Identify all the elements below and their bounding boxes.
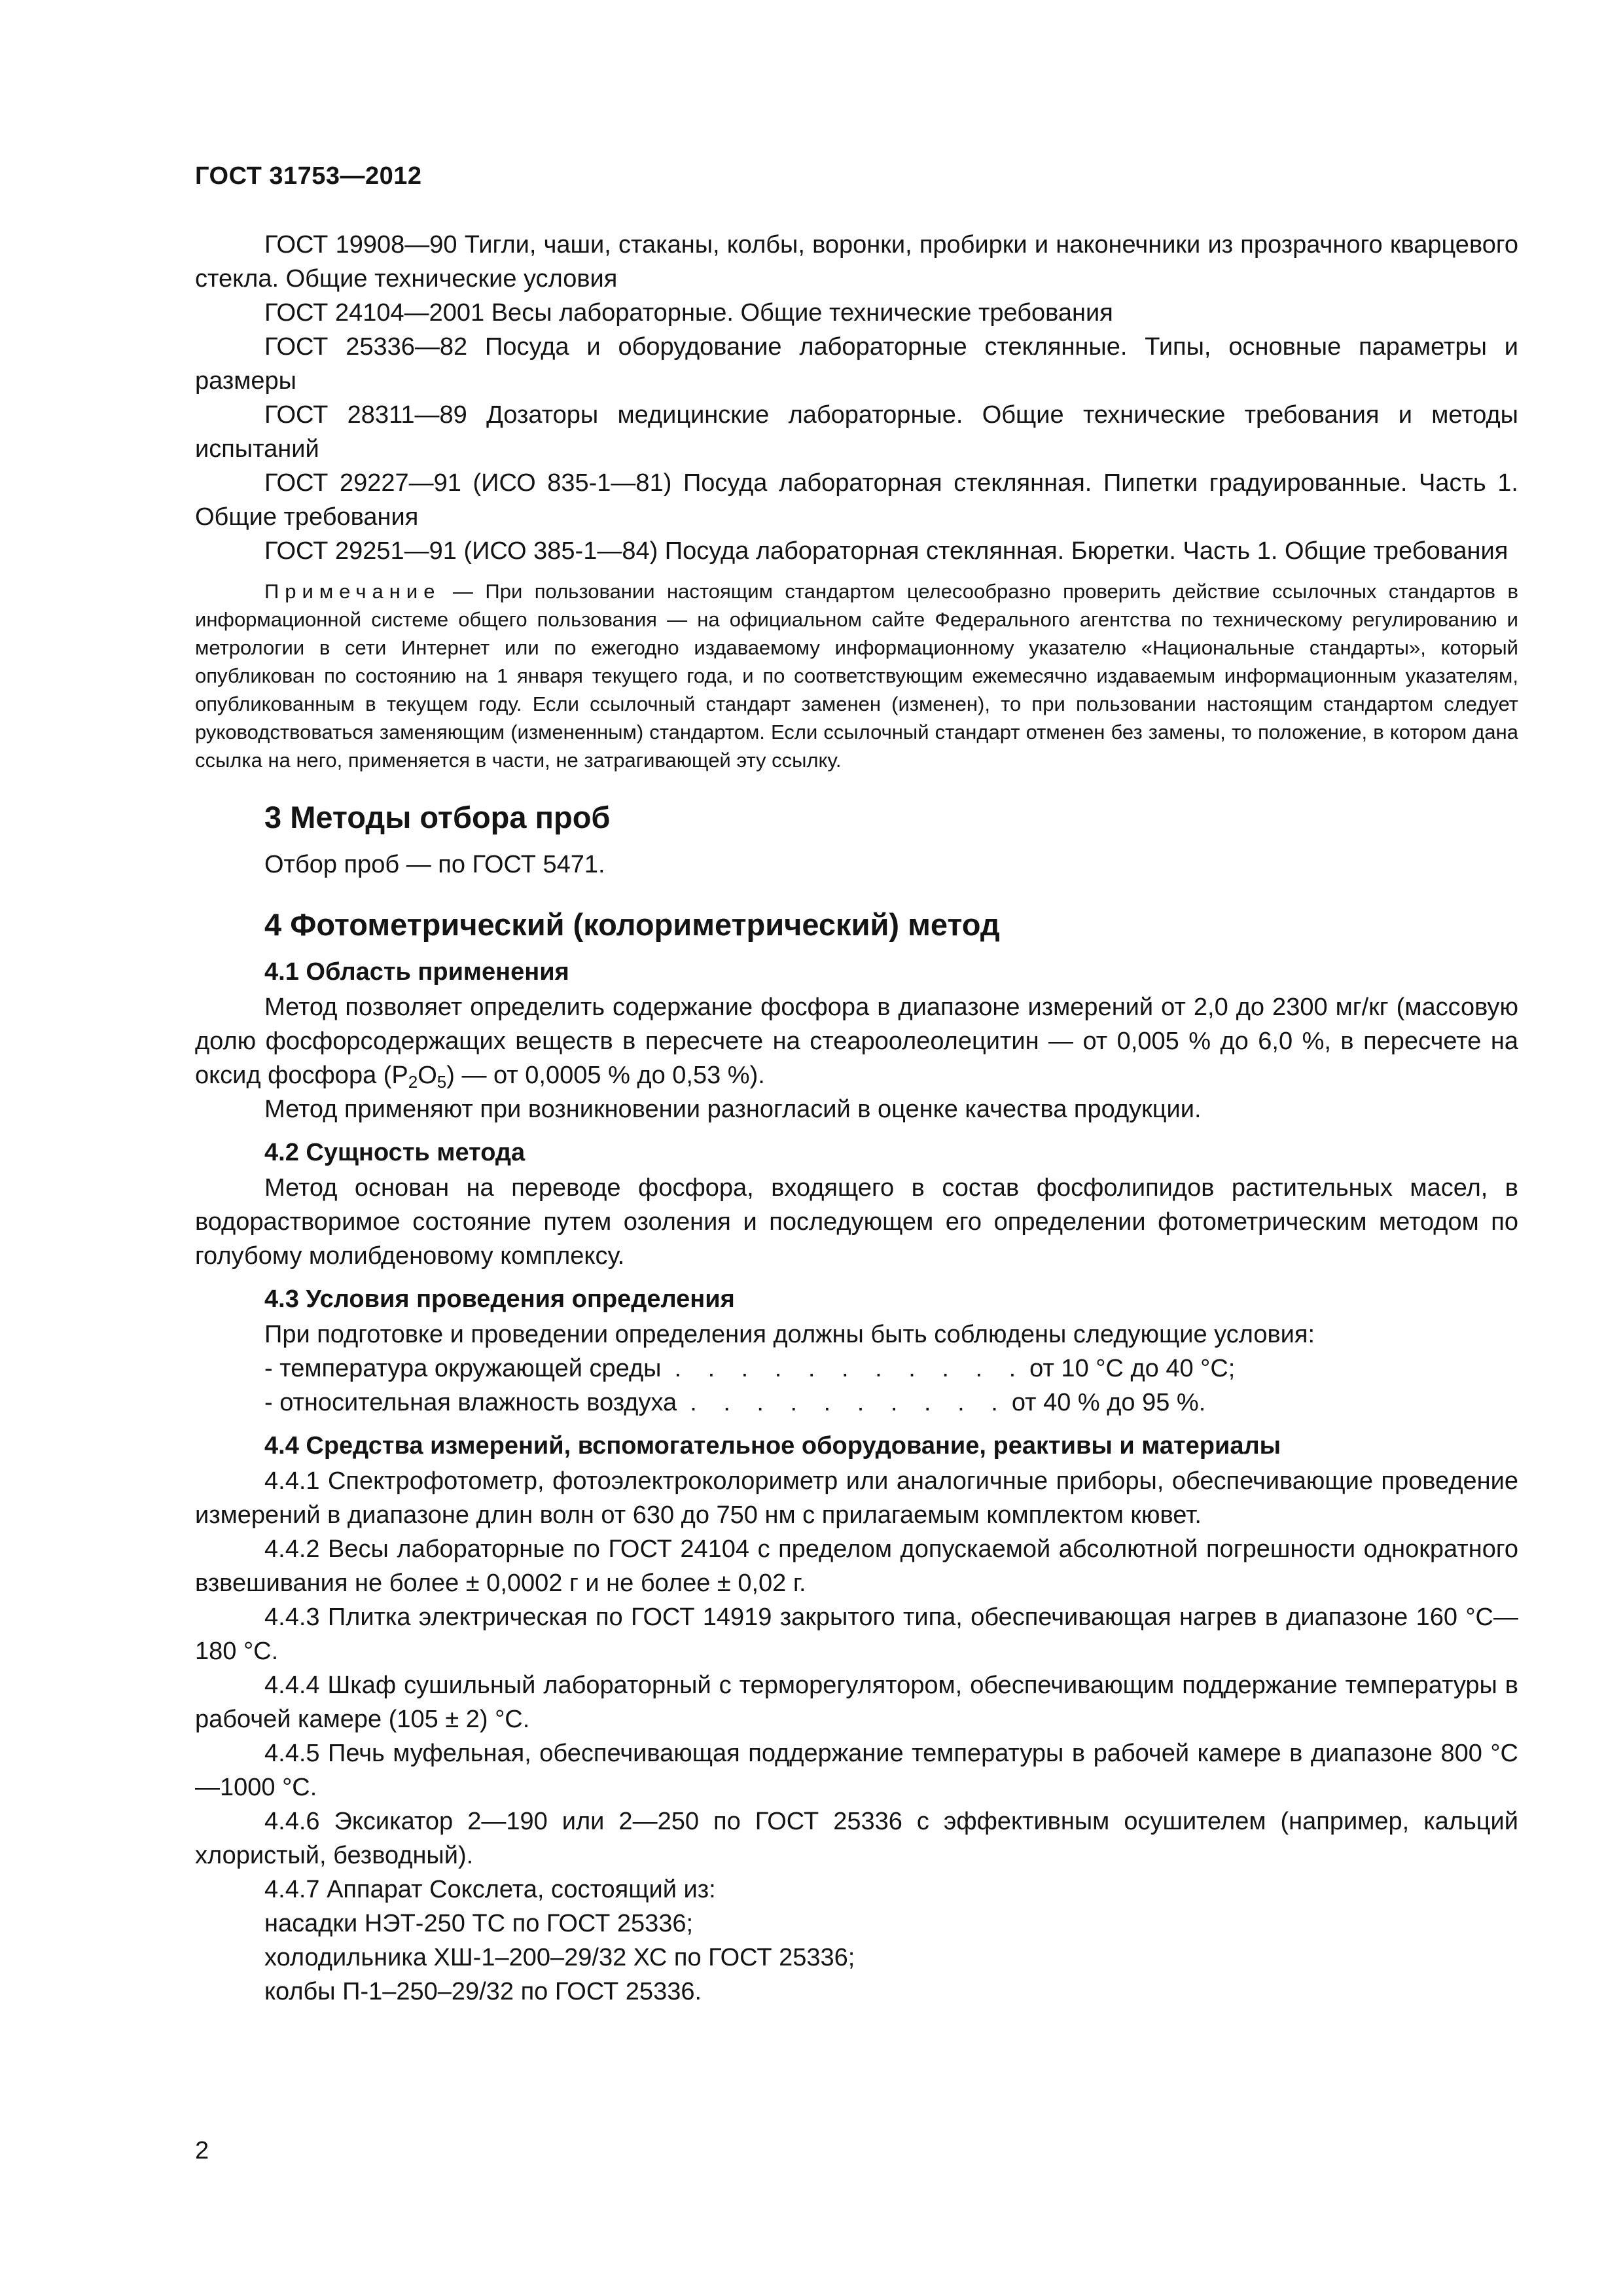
note-text: — При пользовании настоящим стандартом целесообразно проверить действие ссылочных стандартов в информационной системе общего пользования — на официальном сайте Федерального агентства по техническому регулированию и метрологии в сети Интернет или по ежегодно издаваемому информационному указателю «Национальные стандарты», который опубликован по состоянию на 1 января текущего года, и по соответствующим ежемесячно издаваемым информационным указателям, опубликованным в текущем году. Если ссылочный стандарт заменен (изменен), то при пользовании настоящим стандартом следует руководствоваться заменяющим (измененным) стандартом. Если ссылочный стандарт отменен без замены, то положение, в котором дана ссылка на него, применяется в части, не затрагивающей эту ссылку. [195, 580, 1518, 772]
item-4-4-1: 4.4.1 Спектрофотометр, фотоэлектроколориметр или аналогичные приборы, обеспечивающие проведение измерений в диапазоне длин волн от 630 до 750 нм с прилагаемым комплектом кювет. [195, 1467, 1518, 1529]
reference-item: ГОСТ 29227—91 (ИСО 835-1—81) Посуда лабораторная стеклянная. Пипетки градуированные. Часть 1. Общие требования [195, 469, 1518, 531]
item-4-4-5: 4.4.5 Печь муфельная, обеспечивающая поддержание температуры в рабочей камере в диапазоне 800 °С—1000 °С. [195, 1740, 1518, 1801]
section-4-2-text: Метод основан на переводе фосфора, входящего в состав фосфолипидов растительных масел, в водорастворимое состояние путем озоления и последующем его определении фотометрическим методом по голубому молибденовому комплексу. [195, 1174, 1518, 1270]
soxhlet-part: холодильника ХШ-1–200–29/32 ХС по ГОСТ 25336; [264, 1944, 855, 1971]
reference-item: ГОСТ 19908—90 Тигли, чаши, стаканы, колбы, воронки, пробирки и наконечники из прозрачного кварцевого стекла. Общие технические условия [195, 231, 1518, 293]
section-4-3-intro: При подготовке и проведении определения должны быть соблюдены следующие условия: [264, 1321, 1315, 1348]
section-4-4-title: 4.4 Средства измерений, вспомогательное оборудование, реактивы и материалы [264, 1432, 1281, 1460]
reference-item: ГОСТ 24104—2001 Весы лабораторные. Общие технические требования [264, 299, 1113, 327]
section-4-title: 4 Фотометрический (колориметрический) метод [264, 907, 1000, 942]
section-4-1-title: 4.1 Область применения [264, 958, 569, 986]
section-4-3-title: 4.3 Условия проведения определения [264, 1285, 735, 1313]
item-4-4-4: 4.4.4 Шкаф сушильный лабораторный с терморегулятором, обеспечивающим поддержание температуры в рабочей камере (105 ± 2) °С. [195, 1672, 1518, 1733]
reference-note [195, 577, 1518, 774]
section-4-2-title: 4.2 Сущность метода [264, 1139, 526, 1166]
normative-references-list [195, 228, 1518, 568]
page-number: 2 [195, 2137, 209, 2164]
page-content [195, 228, 1518, 2009]
soxhlet-part: насадки НЭТ-250 ТС по ГОСТ 25336; [264, 1910, 694, 1937]
item-4-4-2: 4.4.2 Весы лабораторные по ГОСТ 24104 с пределом допускаемой абсолютной погрешности однократного взвешивания не более ± 0,0002 г и не более ± 0,02 г. [195, 1535, 1518, 1597]
condition-temperature: - температура окружающей среды . . . . . . . . . . . от 10 °С до 40 °С; [264, 1355, 1236, 1382]
item-4-4-7: 4.4.7 Аппарат Сокслета, состоящий из: [264, 1876, 716, 1903]
item-4-4-6: 4.4.6 Эксикатор 2—190 или 2—250 по ГОСТ 25336 с эффективным осушителем (например, кальций хлористый, безводный). [195, 1808, 1518, 1869]
section-4-1-paragraph-1: Метод позволяет определить содержание фосфора в диапазоне измерений от 2,0 до 2300 мг/кг (массовую долю фосфорсодержащих веществ в пересчете на стеароолеолецитин — от 0,005 % до 6,0 %, в пересчете на оксид фосфора $(P_2O_5)$ — от 0,0005 % до 0,53 %). [195, 994, 1518, 1092]
reference-item: ГОСТ 25336—82 Посуда и оборудование лабораторные стеклянные. Типы, основные параметры и размеры [195, 333, 1518, 395]
section-4-1-paragraph-2: Метод применяют при возникновении разногласий в оценке качества продукции. [264, 1096, 1202, 1123]
section-3-text: Отбор проб — по ГОСТ 5471. [264, 851, 605, 878]
reference-item: ГОСТ 29251—91 (ИСО 385-1—84) Посуда лабораторная стеклянная. Бюретки. Часть 1. Общие требования [264, 537, 1508, 565]
standard-code-header: ГОСТ 31753—2012 [195, 162, 422, 190]
item-4-4-3: 4.4.3 Плитка электрическая по ГОСТ 14919 закрытого типа, обеспечивающая нагрев в диапазоне 160 °С—180 °С. [195, 1604, 1518, 1665]
note-label: Примечание [264, 580, 441, 603]
soxhlet-part: колбы П-1–250–29/32 по ГОСТ 25336. [264, 1978, 702, 2005]
reference-item: ГОСТ 28311—89 Дозаторы медицинские лабораторные. Общие технические требования и методы испытаний [195, 401, 1518, 463]
condition-humidity: - относительная влажность воздуха . . . . . . . . . . от 40 % до 95 %. [264, 1389, 1206, 1416]
section-3-title: 3 Методы отбора проб [264, 800, 611, 834]
